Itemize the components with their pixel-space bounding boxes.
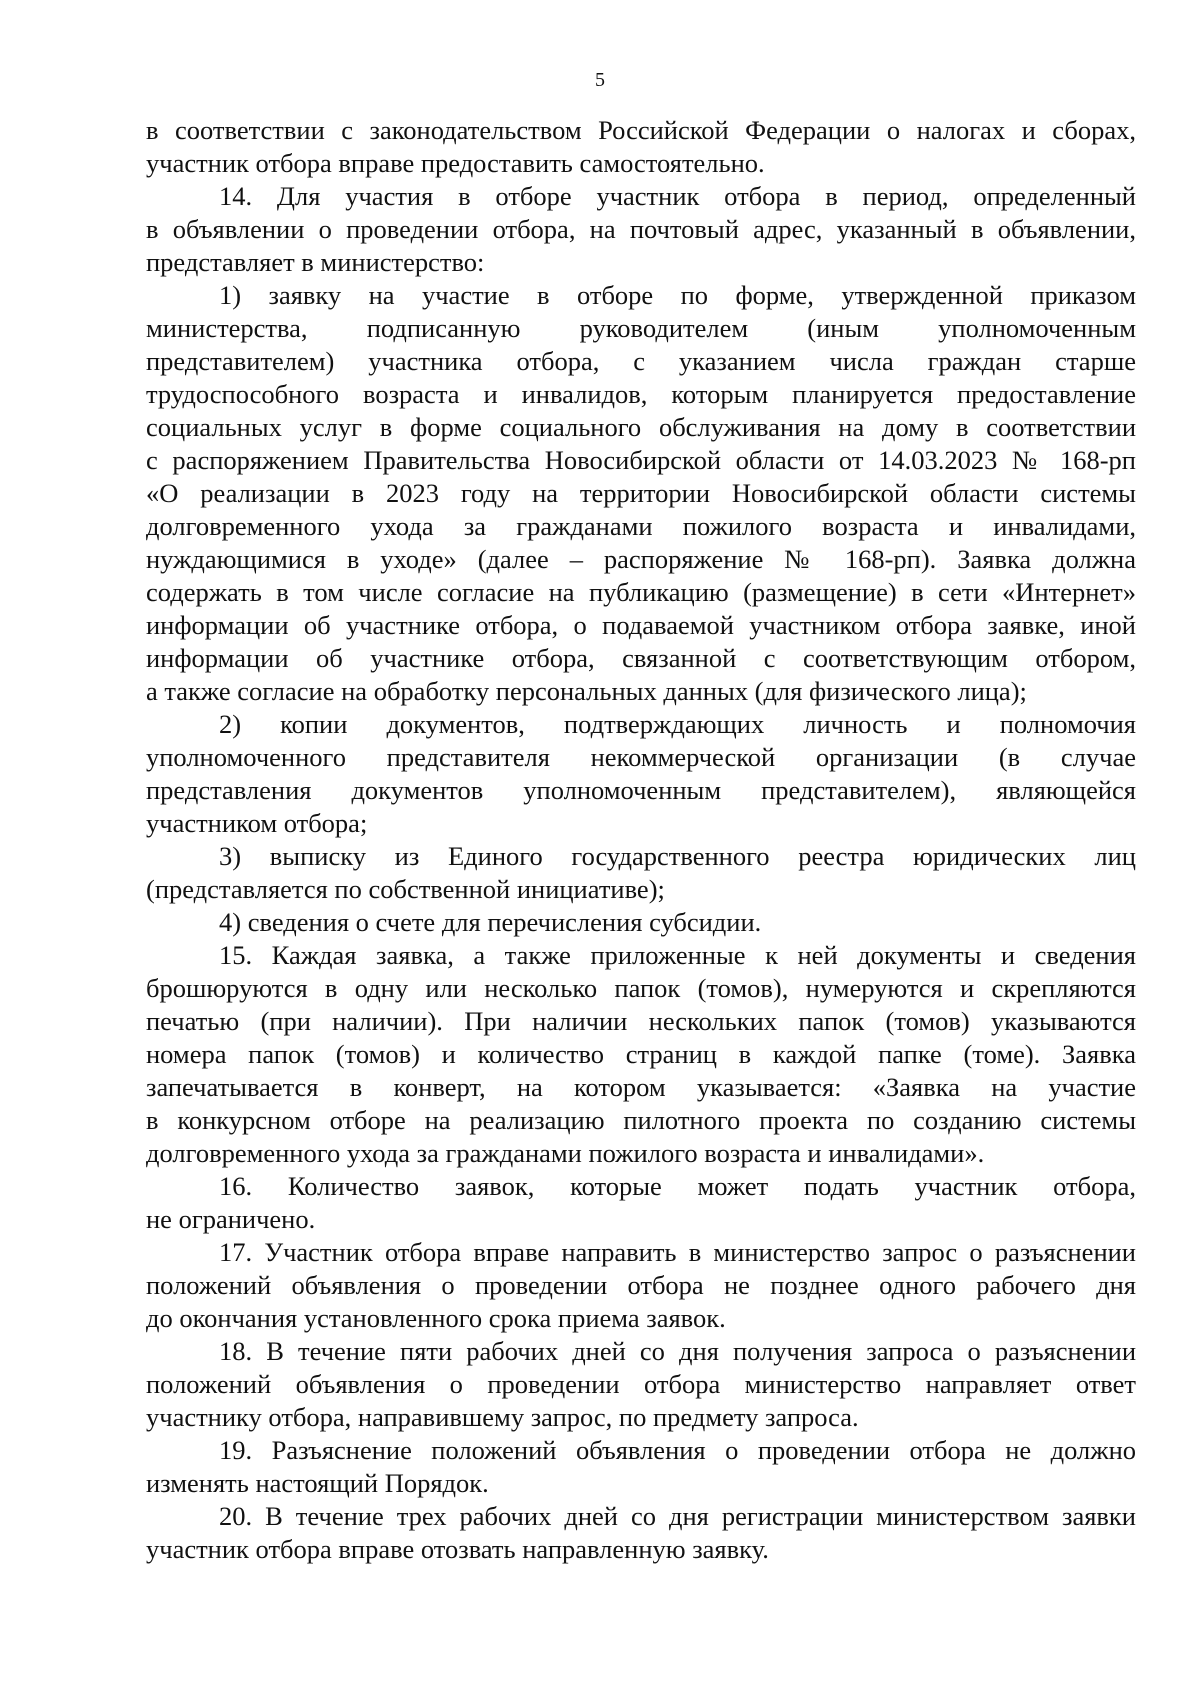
text-line: а также согласие на обработку персональных данных (для физического лица); (146, 676, 1027, 706)
text-line: министерства, подписанную руководителем (иным уполномоченным (146, 313, 1136, 343)
text-line: долговременного ухода за гражданами пожилого возраста и инвалидами, (146, 511, 1136, 541)
text-line: печатью (при наличии). При наличии нескольких папок (томов) указываются (146, 1006, 1136, 1036)
text-line: положений объявления о проведении отбора не позднее одного рабочего дня (146, 1270, 1136, 1300)
page-number: 5 (595, 69, 605, 91)
text-line: 17. Участник отбора вправе направить в министерство запрос о разъяснении (219, 1237, 1136, 1267)
text-line: 4) сведения о счете для перечисления субсидии. (219, 907, 762, 937)
text-line: информации об участнике отбора, о подаваемой участником отбора заявке, иной (146, 610, 1136, 640)
text-line: запечатывается в конверт, на котором указывается: «Заявка на участие (146, 1072, 1136, 1102)
text-line: представления документов уполномоченным представителем), являющейся (146, 775, 1136, 805)
text-line: представляет в министерство: (146, 247, 485, 277)
text-line: в соответствии с законодательством Российской Федерации о налогах и сборах, (146, 115, 1136, 145)
text-line: «О реализации в 2023 году на территории Новосибирской области системы (146, 478, 1136, 508)
text-line: 19. Разъяснение положений объявления о проведении отбора не должно (219, 1435, 1136, 1465)
text-line: номера папок (томов) и количество страниц в каждой папке (томе). Заявка (146, 1039, 1136, 1069)
text-line: 14. Для участия в отборе участник отбора в период, определенный (219, 181, 1136, 211)
text-line: уполномоченного представителя некоммерческой организации (в случае (146, 742, 1136, 772)
text-line: участником отбора; (146, 808, 368, 838)
text-line: 18. В течение пяти рабочих дней со дня получения запроса о разъяснении (219, 1336, 1136, 1366)
text-line: трудоспособного возраста и инвалидов, которым планируется предоставление (146, 379, 1136, 409)
text-line: 20. В течение трех рабочих дней со дня регистрации министерством заявки (219, 1501, 1136, 1531)
text-line: (представляется по собственной инициативе); (146, 874, 665, 904)
text-line: социальных услуг в форме социального обслуживания на дому в соответствии (146, 412, 1136, 442)
text-line: в конкурсном отборе на реализацию пилотного проекта по созданию системы (146, 1105, 1136, 1135)
text-line: 15. Каждая заявка, а также приложенные к ней документы и сведения (219, 940, 1136, 970)
text-line: содержать в том числе согласие на публикацию (размещение) в сети «Интернет» (146, 577, 1136, 607)
text-line: участник отбора вправе отозвать направленную заявку. (146, 1534, 769, 1564)
text-line: в объявлении о проведении отбора, на почтовый адрес, указанный в объявлении, (146, 214, 1136, 244)
text-line: изменять настоящий Порядок. (146, 1468, 489, 1498)
text-line: представителем) участника отбора, с указанием числа граждан старше (146, 346, 1136, 376)
text-line: долговременного ухода за гражданами пожилого возраста и инвалидами». (146, 1138, 985, 1168)
text-line: информации об участнике отбора, связанной с соответствующим отбором, (146, 643, 1136, 673)
text-line: с распоряжением Правительства Новосибирской области от 14.03.2023 № 168-рп (146, 445, 1136, 475)
text-line: 16. Количество заявок, которые может подать участник отбора, (219, 1171, 1136, 1201)
document-body (146, 114, 1136, 1566)
text-line: положений объявления о проведении отбора министерство направляет ответ (146, 1369, 1136, 1399)
text-line: 1) заявку на участие в отборе по форме, утвержденной приказом (219, 280, 1136, 310)
text-line: брошюруются в одну или несколько папок (томов), нумеруются и скрепляются (146, 973, 1136, 1003)
text-line: 2) копии документов, подтверждающих личность и полномочия (219, 709, 1136, 739)
text-line: не ограничено. (146, 1204, 316, 1234)
text-line: до окончания установленного срока приема заявок. (146, 1303, 726, 1333)
text-line: 3) выписку из Единого государственного реестра юридических лиц (219, 841, 1136, 871)
text-line: участнику отбора, направившему запрос, по предмету запроса. (146, 1402, 859, 1432)
text-line: нуждающимися в уходе» (далее – распоряжение № 168-рп). Заявка должна (146, 544, 1136, 574)
text-line: участник отбора вправе предоставить самостоятельно. (146, 148, 765, 178)
